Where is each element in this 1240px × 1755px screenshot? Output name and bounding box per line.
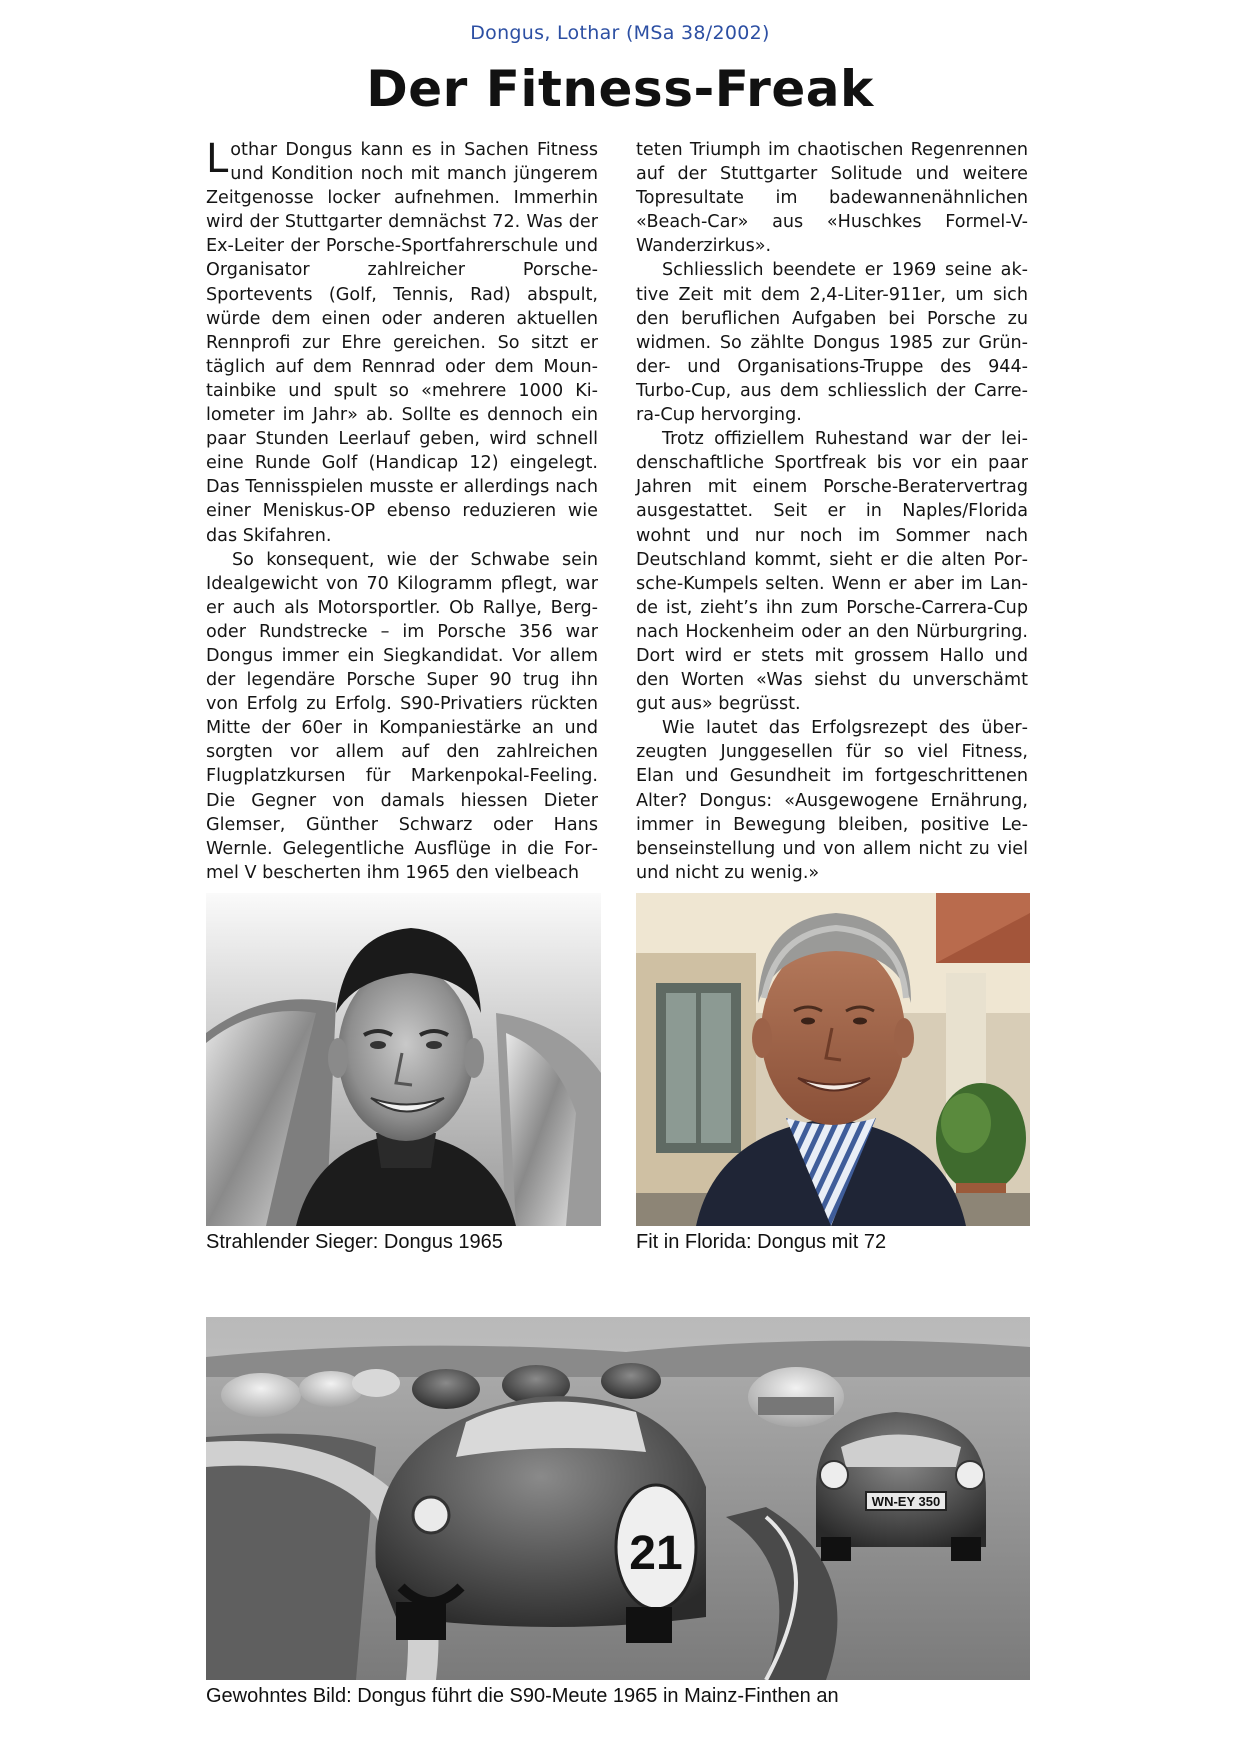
- photo-portrait-1965: [206, 893, 601, 1226]
- paragraph-1-text: othar Dongus kann es in Sachen Fitness und Kondition noch mit manch jüngerem Zeitgenosse locker aufnehmen. Immerhin wird der Stuttgarter demnächst 72. Was der Ex-Leiter der Porsche-Sportfahrerschule und Organisator zahlreicher Porsche-Sportevents (Golf, Tennis, Rad) abspult, würde dem einen oder anderen aktuellen Rennprofi zur Ehre gereichen. So sitzt er täglich auf dem Rennrad oder dem Mountainbike und spult so «mehrere 1000 Kilometer im Jahr» ab. Sollte es dennoch ein paar Stunden Leerlauf geben, wird schnell eine Runde Golf (Handicap 12) eingelegt. Das Tennisspielen musste er allerdings nach einer Meniskus-OP ebenso reduzieren wie das Skifahren.: [206, 140, 598, 546]
- paragraph-2: So konsequent, wie der Schwabe sein Idealgewicht von 70 Kilogramm pflegt, war er auch als Motorsportler. Ob Rallye, Berg- oder Rundstrecke – im Porsche 356 war Dongus immer ein Siegkandidat. Vor allem der legendäre Porsche Super 90 trug ihn von Erfolg zu Erfolg. S90-Privatiers rückten Mitte der 60er in Kompaniestärke an und sorgten vor allem auf den zahlreichen Flugplatzkursen für Markenpokal-Feeling. Die Gegner von damals hiessen Dieter Glemser, Günther Schwarz oder Hans Wernle. Gelegentliche Ausflüge in die Formel V bescherten ihm 1965 den vielbeach: [206, 549, 598, 883]
- source-reference: Dongus, Lothar (MSa 38/2002): [470, 22, 770, 44]
- paragraph-4: Schliesslich beendete er 1969 seine aktive Zeit mit dem 2,4-Liter-911er, um sich den beruflichen Aufgaben bei Porsche zu widmen. So zählte Dongus 1985 zur Gründer- und Organisations-Truppe des 944-Turbo-Cup, aus dem schliesslich der Carrera-Cup hervorging.: [636, 260, 1028, 426]
- caption-race-scene: Gewohntes Bild: Dongus führt die S90-Meute 1965 in Mainz-Finthen an: [206, 1685, 839, 1707]
- license-plate: WN-EY 350: [871, 1494, 941, 1509]
- article-title: Der Fitness-Freak: [366, 60, 874, 118]
- paragraph-3: teten Triumph im chaotischen Regenrennen auf der Stuttgarter Solitude und weitere Topresultate im badewannenähnlichen «Beach-Car» aus «Huschkes Formel-V-Wanderzirkus».: [636, 140, 1028, 257]
- article-column-right: [636, 138, 1028, 885]
- race-number: 21: [629, 1527, 683, 1580]
- paragraph-6: Wie lautet das Erfolgsrezept des überzeugten Junggesellen für so viel Fitness, Elan und Gesundheit im fortgeschrittenen Alter? Dongus: «Ausgewogene Ernährung, immer in Bewegung bleiben, positive Lebenseinstellung und von allem nicht zu viel und nicht zu wenig.»: [636, 718, 1028, 883]
- drop-cap: L: [206, 136, 229, 182]
- article-column-left: [206, 138, 598, 885]
- photo-race-mainz-finthen: [206, 1317, 1030, 1680]
- paragraph-1: [206, 138, 598, 548]
- caption-portrait-florida: Fit in Florida: Dongus mit 72: [636, 1231, 887, 1253]
- photo-portrait-florida: [636, 893, 1030, 1226]
- caption-portrait-1965: Strahlender Sieger: Dongus 1965: [206, 1231, 503, 1253]
- paragraph-5: Trotz offiziellem Ruhestand war der leidenschaftliche Sportfreak bis vor ein paar Jahren mit einem Porsche-Beratervertrag ausgestattet. Seit er in Naples/Florida wohnt und nur noch im Sommer nach Deutschland kommt, sieht er die alten Porsche-Kumpels selten. Wenn er aber im Lande ist, zieht’s ihn zum Porsche-Carrera-Cup nach Hockenheim oder an den Nürburgring. Dort wird er stets mit grossem Hallo und den Worten «Was siehst du unverschämt gut aus» begrüsst.: [636, 429, 1028, 715]
